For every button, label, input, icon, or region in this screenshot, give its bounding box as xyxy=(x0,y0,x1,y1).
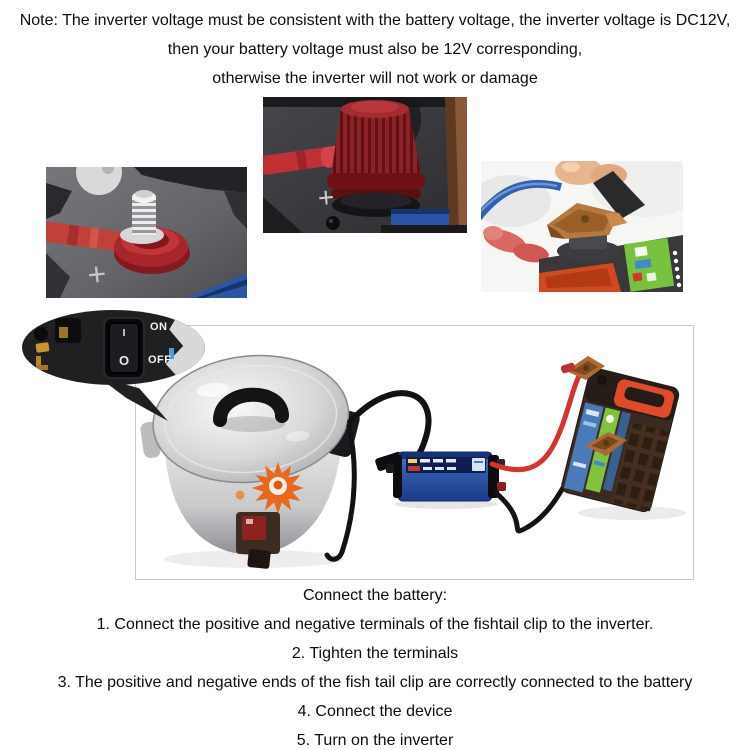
photo-battery-clamp xyxy=(481,161,683,292)
note-line-2: then your battery voltage must also be 12V corresponding, xyxy=(167,41,583,58)
inverter-face-band xyxy=(406,457,486,473)
callout-tail xyxy=(108,381,168,421)
instruction-step-4: 4. Connect the device xyxy=(297,703,453,720)
note-line-3: otherwise the inverter will not work or damage xyxy=(212,70,538,87)
instructions xyxy=(0,581,750,750)
rocker-switch xyxy=(103,317,145,379)
outlet-pin xyxy=(35,342,49,353)
instruction-step-5: 5. Turn on the inverter xyxy=(296,732,454,749)
connection-diagram xyxy=(135,325,694,580)
photo-knob-terminal xyxy=(263,97,467,233)
callout-bubble xyxy=(22,310,205,385)
instruction-step-1: 1. Connect the positive and negative terminals of the fishtail clip to the inverter. xyxy=(96,616,654,633)
outlet-slot xyxy=(55,318,81,343)
threaded-stud xyxy=(132,190,156,235)
instruction-step-3: 3. The positive and negative ends of the fish tail clip are correctly connected to the battery xyxy=(57,674,693,691)
on-label: ON xyxy=(150,321,168,333)
diagram-scene xyxy=(136,326,693,579)
off-label: OFF xyxy=(148,354,172,366)
inverter xyxy=(386,452,506,509)
switch-on-symbol: I xyxy=(122,328,126,339)
rocker-button xyxy=(108,322,140,374)
plus-mark: + xyxy=(316,181,336,214)
outlet-hole xyxy=(34,327,48,341)
photo-ring-terminal-stud xyxy=(46,167,247,298)
photo-ring-terminal-art xyxy=(46,167,247,298)
plus-mark: + xyxy=(85,255,108,293)
outlet-pin xyxy=(36,365,48,370)
instructions-title: Connect the battery: xyxy=(302,587,448,604)
switch-off-symbol: O xyxy=(118,353,130,368)
instruction-step-2: 2. Tighten the terminals xyxy=(291,645,459,662)
photo-knob-terminal-art xyxy=(263,97,467,233)
note-line-1: Note: The inverter voltage must be consistent with the battery voltage, the inverter voltage is DC12V, xyxy=(19,12,731,29)
power-switch-callout xyxy=(22,310,205,423)
knob-terminal xyxy=(327,100,425,217)
photo-battery-clamp-art xyxy=(481,161,683,292)
note-text xyxy=(0,6,750,93)
